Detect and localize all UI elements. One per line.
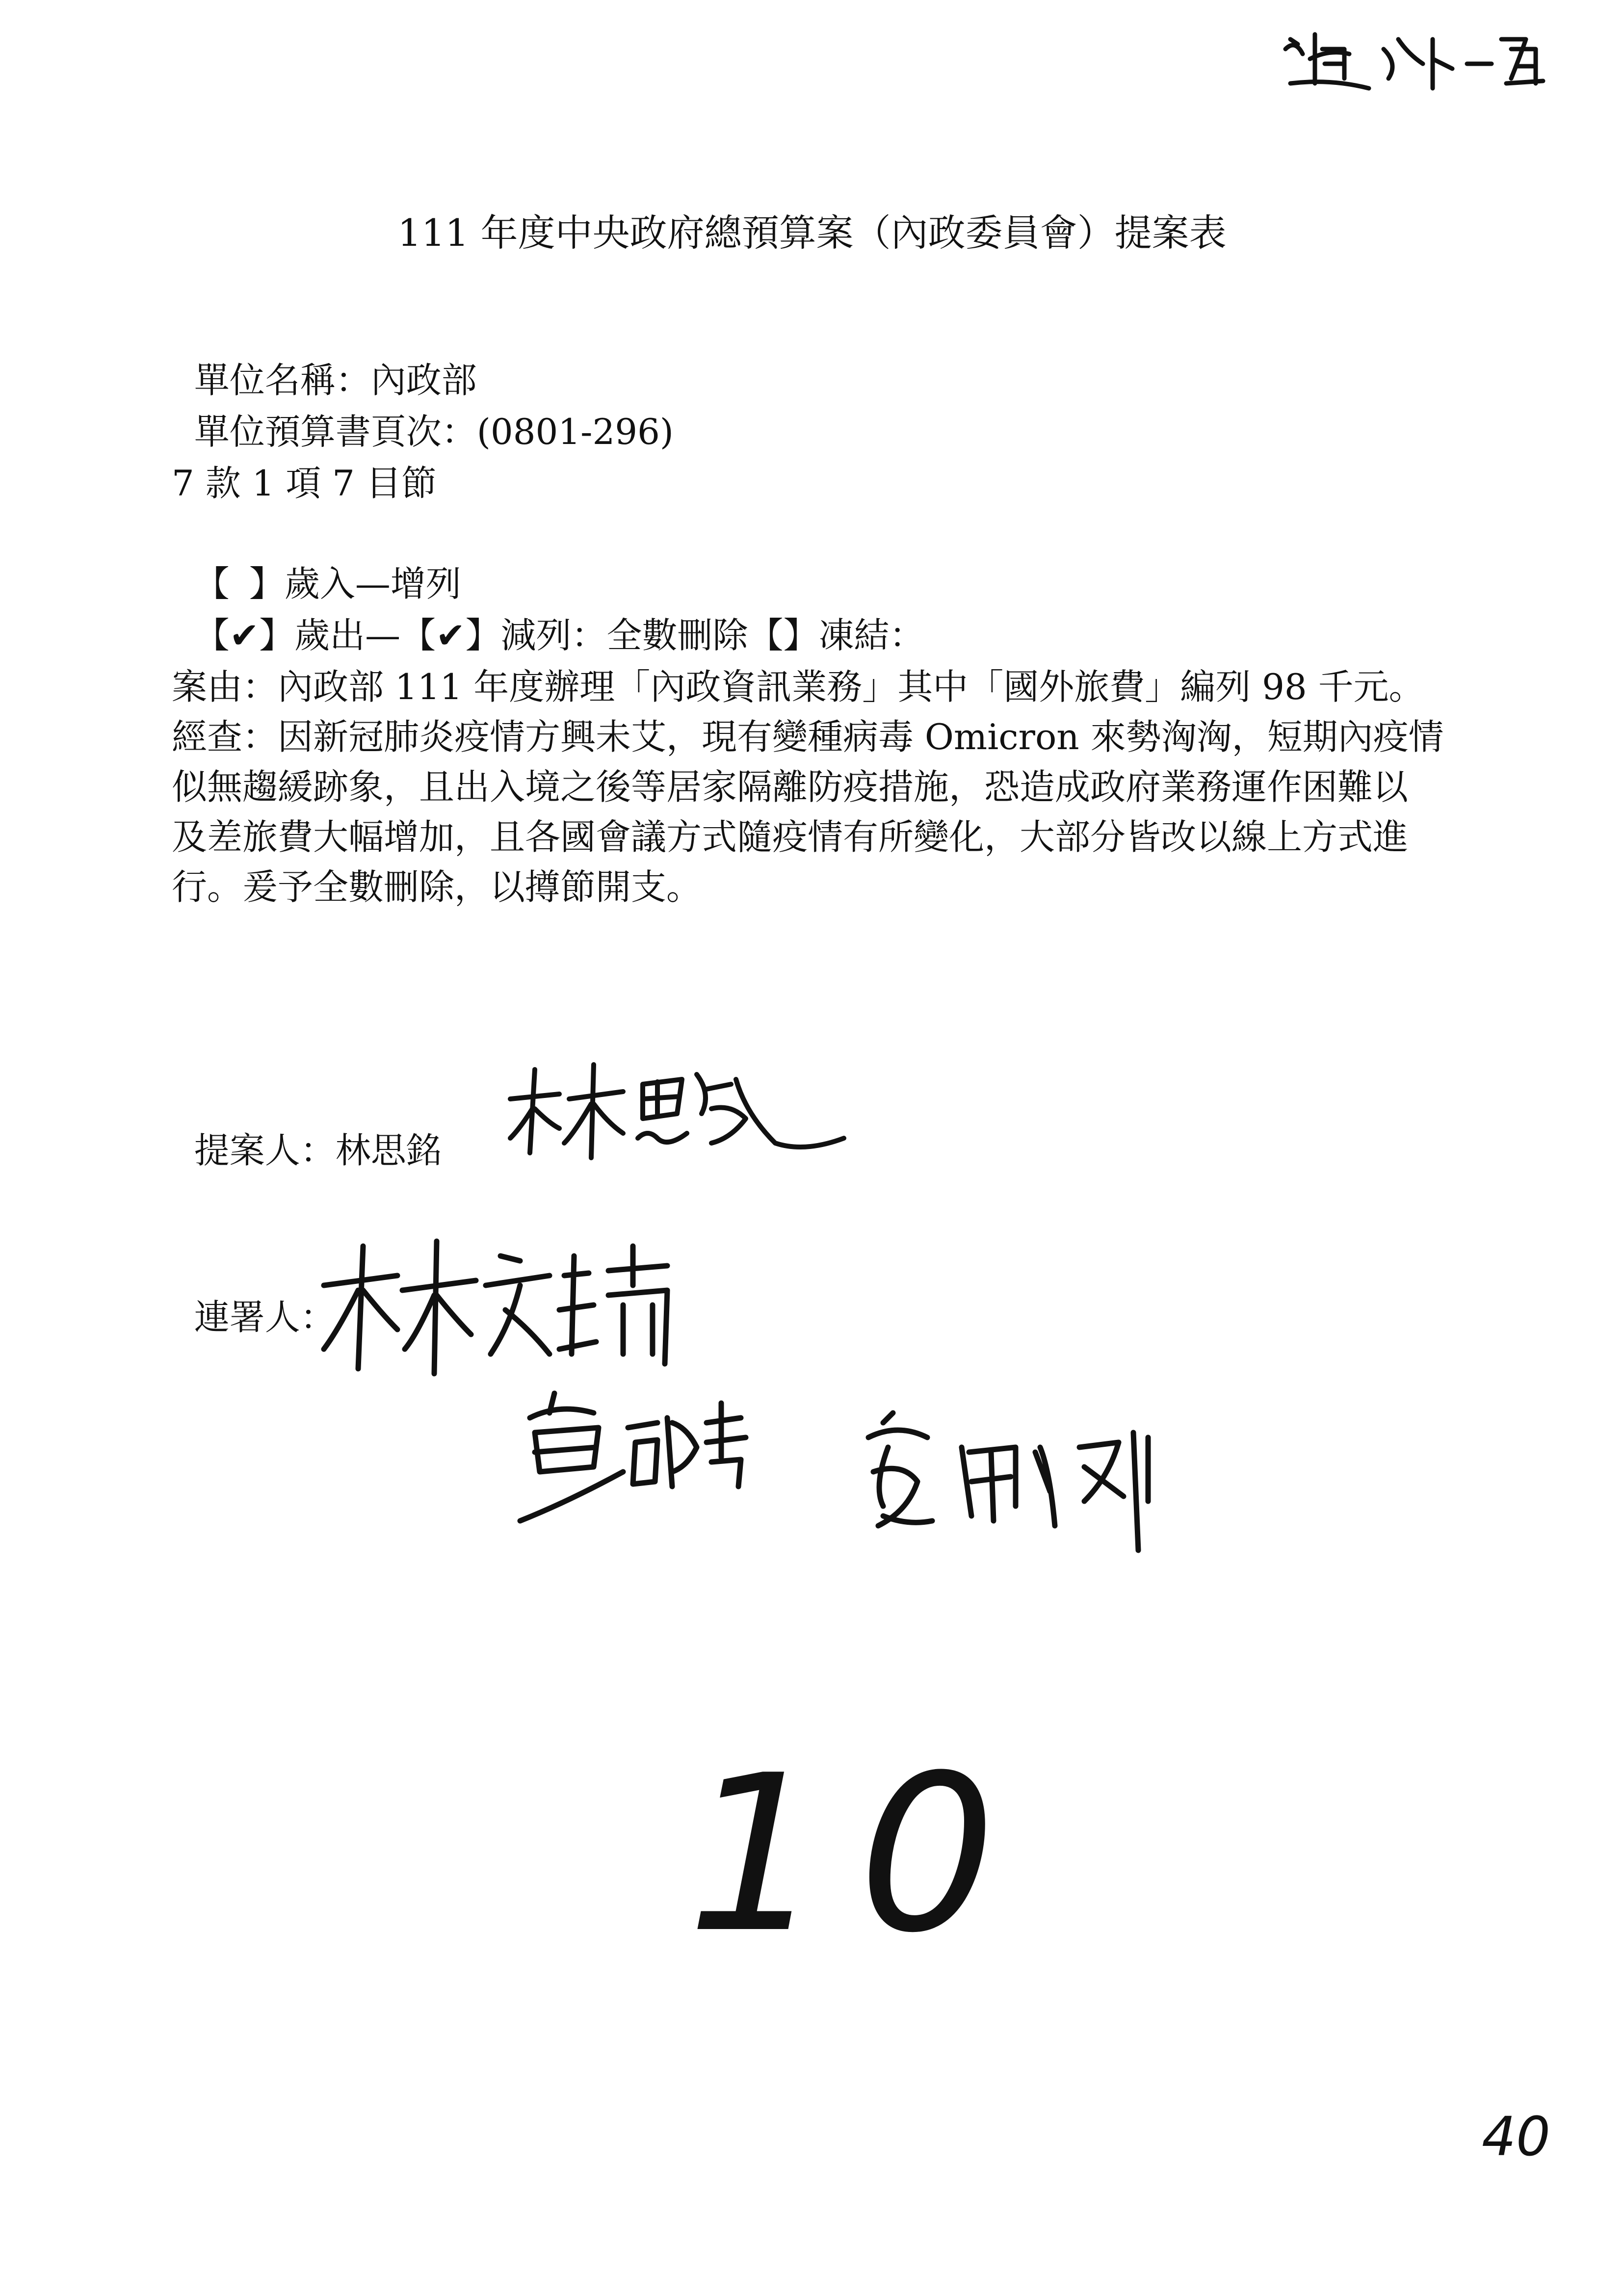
body-line-5: 行。爰予全數刪除，以撙節開支。 — [172, 866, 702, 908]
cosigner-row — [172, 1244, 336, 1342]
body-line-3: 似無趨緩跡象，且出入境之後等居家隔離防疫措施，恐造成政府業務運作困難以 — [172, 766, 1409, 808]
cosigner-signature-2 — [510, 1374, 765, 1540]
proposer-row — [172, 1077, 442, 1175]
checkmark-icon: ✔ — [229, 615, 260, 656]
handwritten-corner-note — [1276, 20, 1550, 98]
cosigner-signature-3 — [854, 1403, 1168, 1570]
expense-line — [172, 562, 925, 660]
proposer-signature — [500, 1055, 864, 1173]
corner-mark — [1482, 2105, 1550, 2168]
unit-name-value: 內政部 — [370, 360, 477, 401]
checkmark-icon: ✔ — [436, 615, 466, 656]
reduce-text: 減列：全數刪除 — [500, 615, 748, 656]
proposer-name: 林思銘 — [335, 1130, 442, 1171]
page-title: 111 年度中央政府總預算案（內政委員會）提案表 — [397, 211, 1227, 255]
unit-name-label: 單位名稱： — [194, 360, 371, 401]
income-bracket-open: 【 — [194, 563, 230, 604]
body-line-4: 及差旅費大幅增加，且各國會議方式隨疫情有所變化，大部分皆改以線上方式進 — [172, 816, 1409, 858]
expense-text: 歲出— — [294, 615, 401, 656]
expense-bracket-open-2: 【 — [400, 615, 436, 656]
expense-bracket-close-2: 】 — [465, 615, 501, 656]
handwritten-number: 10 — [687, 1729, 1030, 1980]
cosigner-signature-1 — [314, 1226, 687, 1383]
body-line-1: 案由：內政部 111 年度辦理「內政資訊業務」其中「國外旅費」編列 98 千元。 — [172, 666, 1424, 707]
budget-page-label: 單位預算書頁次： — [194, 411, 477, 452]
corner-mark-text: 40 — [1482, 2105, 1550, 2168]
income-bracket-close: 】 — [249, 563, 285, 604]
expense-bracket-open-1: 【 — [194, 615, 230, 656]
budget-page-value: (0801-296) — [476, 411, 674, 452]
budget-page-row — [172, 358, 674, 456]
cosigner-label: 連署人： — [194, 1297, 336, 1338]
section-line: 7 款 1 項 7 目節 — [172, 463, 437, 504]
expense-bracket-close-1: 】 — [259, 615, 295, 656]
freeze-text: 【】凍結： — [748, 615, 925, 656]
income-text: 歲入—增列 — [284, 563, 461, 604]
body-line-2: 經查：因新冠肺炎疫情方興未艾，現有變種病毒 Omicron 來勢洶洶，短期內疫情 — [172, 716, 1444, 757]
proposer-label: 提案人： — [194, 1130, 336, 1171]
